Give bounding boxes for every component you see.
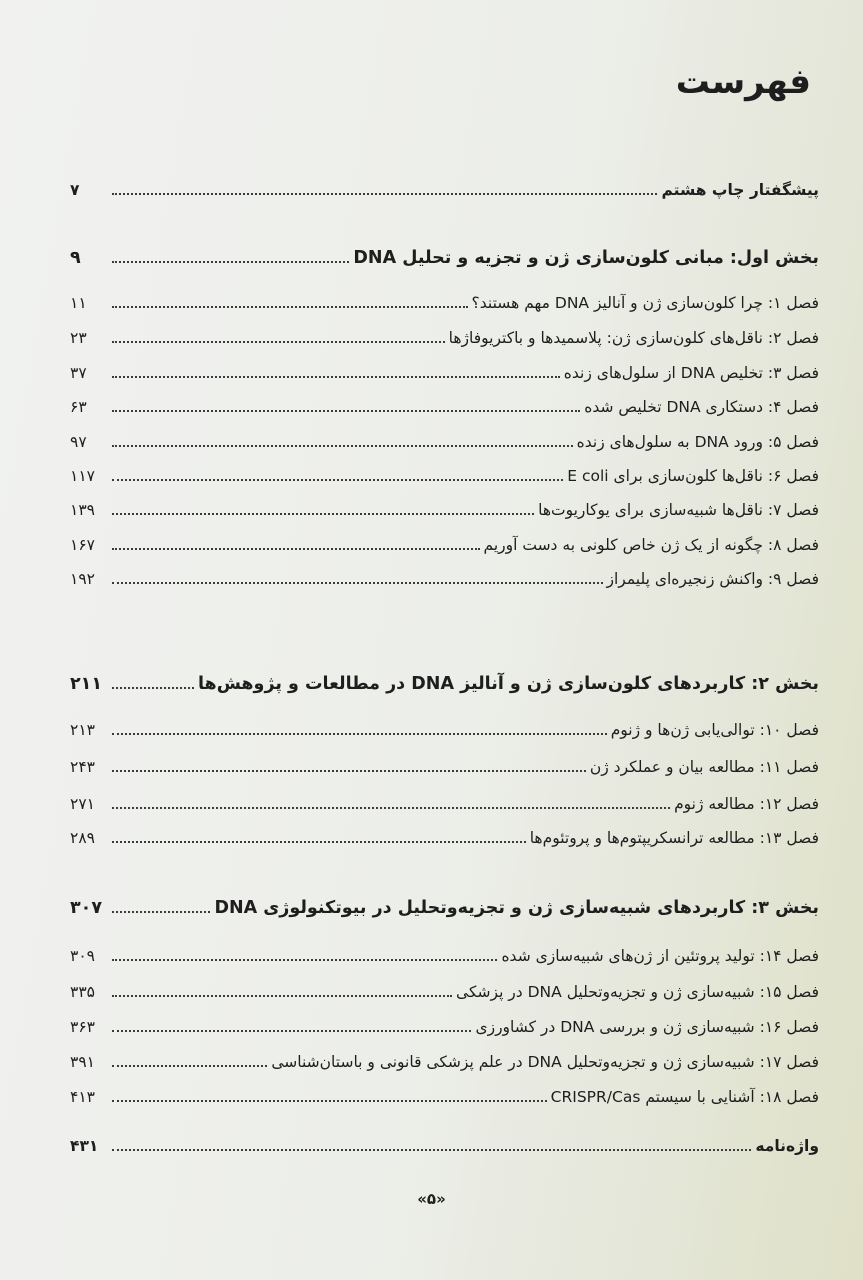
toc-chapter-10 [70,712,819,742]
entry-label: فصل ۷: ناقل‌ها شبیه‌سازی برای یوکاریوت‌ها [538,501,819,519]
entry-label: فصل ۱۸: آشنایی با سیستم CRISPR/Cas [550,1088,819,1106]
entry-label: فصل ۱۷: شبیه‌سازی ژن و تجزیه‌وتحلیل DNA در علم پزشکی قانونی و باستان‌شناسی [271,1053,819,1071]
entry-page: ۴۳۱ [70,1137,99,1155]
dot-leader [112,337,445,343]
toc-entry-preface [70,172,819,202]
part-page: ۹ [70,248,81,268]
dot-leader [112,991,452,997]
entry-label: فصل ۱۳: مطالعه ترانسکریپتوم‌ها و پروتئوم‌ها [529,829,819,847]
entry-page: ۳۰۹ [70,947,95,965]
entry-label: فصل ۱: چرا کلون‌سازی ژن و آنالیز DNA مهم هستند؟ [471,294,819,312]
entry-page: ۲۱۳ [70,721,95,739]
entry-page: ۷ [70,181,80,199]
entry-label: فصل ۱۴: تولید پروتئین از ژن‌های شبیه‌سازی شده [501,947,819,965]
entry-label: فصل ۶: ناقل‌ها کلون‌سازی برای E coli [567,467,819,485]
entry-label: فصل ۵: ورود DNA به سلول‌های زنده [576,433,819,451]
toc-chapter-13 [70,820,819,850]
entry-label: فصل ۱۰: توالی‌یابی ژن‌ها و ژنوم [610,721,819,739]
toc-part-3 [70,890,819,920]
toc-chapter-16 [70,1009,819,1039]
toc-part-2 [70,666,819,696]
toc-chapter-17 [70,1044,819,1074]
toc-chapter-12 [70,786,819,816]
entry-page: ۲۴۳ [70,758,95,776]
toc-chapter-7 [70,492,819,522]
entry-page: ۳۳۵ [70,983,95,1001]
dot-leader [112,1096,547,1102]
entry-label: فصل ۱۱: مطالعه بیان و عملکرد ژن [589,758,819,776]
entry-label: فصل ۸: چگونه از یک ژن خاص کلونی به دست آوریم [483,536,819,554]
toc-chapter-6 [70,458,819,488]
toc-chapter-5 [70,424,819,454]
dot-leader [112,766,586,772]
toc-chapter-2 [70,320,819,350]
dot-leader [112,1026,471,1032]
toc-entry-glossary [70,1128,819,1158]
entry-page: ۳۹۱ [70,1053,95,1071]
toc-chapter-3 [70,355,819,385]
entry-label: فصل ۴: دستکاری DNA تخلیص شده [584,398,819,416]
dot-leader [112,509,534,515]
entry-label: پیشگفتار چاپ هشتم [661,181,819,199]
entry-label: واژه‌نامه [755,1137,819,1155]
dot-leader [112,1145,751,1151]
dot-leader [112,578,603,584]
entry-label: فصل ۹: واکنش زنجیره‌ای پلیمراز [606,570,819,588]
entry-page: ۳۶۳ [70,1018,95,1036]
entry-page: ۲۳ [70,329,87,347]
toc-chapter-14 [70,938,819,968]
dot-leader [112,683,194,689]
part-label: بخش اول: مبانی کلون‌سازی ژن و تجزیه و تحلیل DNA [353,248,819,268]
entry-page: ۲۸۹ [70,829,95,847]
dot-leader [112,372,560,378]
toc-chapter-8 [70,527,819,557]
toc-chapter-1 [70,285,819,315]
dot-leader [112,907,210,913]
entry-page: ۶۳ [70,398,87,416]
toc-chapter-4 [70,389,819,419]
dot-leader [112,475,563,481]
entry-page: ۱۶۷ [70,536,95,554]
toc-chapter-9 [70,561,819,591]
toc-part-1 [70,240,819,270]
entry-page: ۴۱۳ [70,1088,95,1106]
dot-leader [112,729,607,735]
part-page: ۳۰۷ [70,898,103,918]
entry-label: فصل ۲: ناقل‌های کلون‌سازی ژن: پلاسمیدها و باکتریوفاژها [448,329,819,347]
dot-leader [112,257,349,263]
toc-chapter-18 [70,1079,819,1109]
part-page: ۲۱۱ [70,674,103,694]
entry-page: ۱۱ [70,294,87,312]
dot-leader [112,1061,267,1067]
entry-label: فصل ۱۵: شبیه‌سازی ژن و تجزیه‌وتحلیل DNA در پزشکی [456,983,819,1001]
dot-leader [112,837,526,843]
dot-leader [112,803,670,809]
page-number: «۵» [417,1190,446,1208]
toc-chapter-11 [70,749,819,779]
entry-page: ۳۷ [70,364,87,382]
part-label: بخش ۲: کاربردهای کلون‌سازی ژن و آنالیز DNA در مطالعات و پژوهش‌ها [197,674,819,694]
dot-leader [112,189,657,195]
dot-leader [112,544,480,550]
part-label: بخش ۳: کاربردهای شبیه‌سازی ژن و تجزیه‌وتحلیل در بیوتکنولوژی DNA [214,898,819,918]
entry-page: ۱۳۹ [70,501,95,519]
entry-page: ۱۹۲ [70,570,95,588]
dot-leader [112,302,468,308]
toc-chapter-15 [70,974,819,1004]
dot-leader [112,955,497,961]
entry-label: فصل ۳: تخلیص DNA از سلول‌های زنده [563,364,819,382]
entry-page: ۲۷۱ [70,795,95,813]
entry-page: ۱۱۷ [70,467,95,485]
entry-label: فصل ۱۲: مطالعه ژنوم [674,795,819,813]
page-title: فهرست [675,62,811,102]
entry-page: ۹۷ [70,433,87,451]
dot-leader [112,406,580,412]
entry-label: فصل ۱۶: شبیه‌سازی ژن و بررسی DNA در کشاورزی [475,1018,819,1036]
dot-leader [112,441,573,447]
